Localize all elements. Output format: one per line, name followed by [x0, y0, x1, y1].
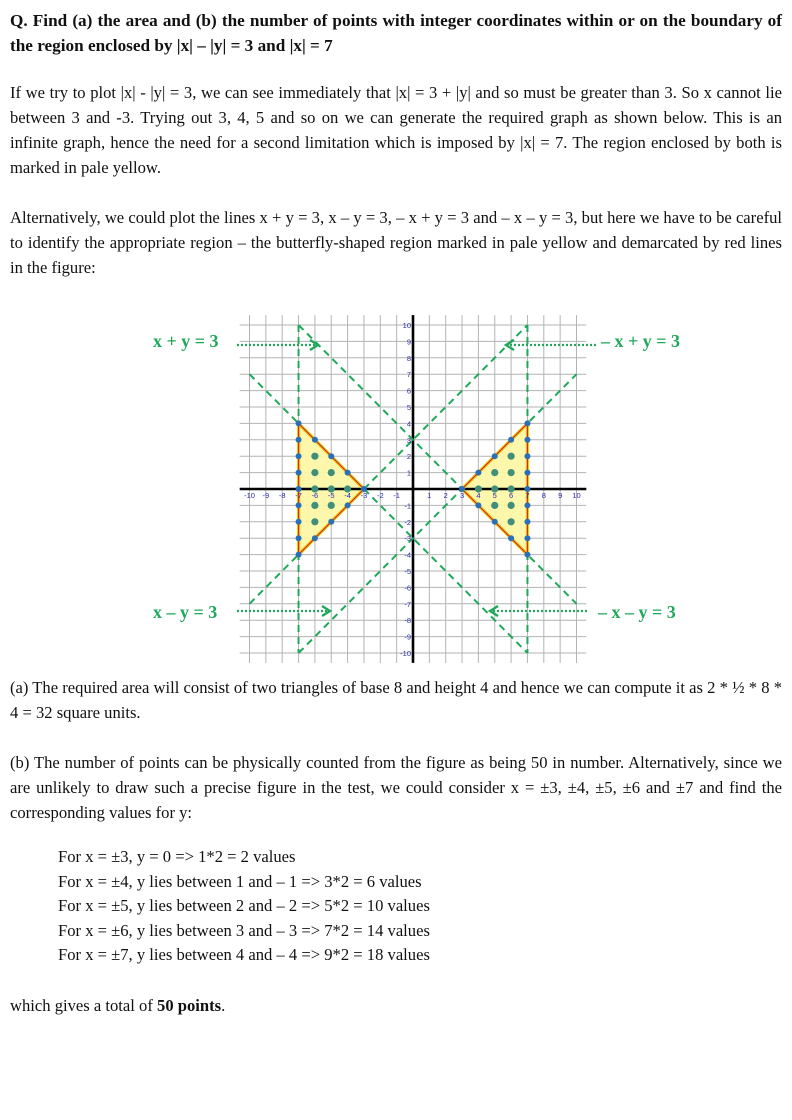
integer-point [508, 502, 515, 509]
y-tick-label: -1 [404, 501, 411, 511]
integer-point [492, 519, 498, 525]
integer-point [508, 437, 514, 443]
label-x-plus-y: x + y = 3 [153, 331, 219, 351]
case-item: For x = ±7, y lies between 4 and – 4 => 9*2 = 18 values [58, 945, 430, 964]
x-tick-label: 9 [558, 491, 563, 500]
y-tick-label: 9 [406, 337, 411, 347]
integer-point [524, 453, 530, 459]
conclusion [10, 993, 225, 1018]
integer-point [508, 535, 514, 541]
integer-point [296, 470, 302, 476]
case-item: For x = ±6, y lies between 3 and – 3 => 7*2 = 14 values [58, 920, 430, 940]
y-tick-label: 2 [406, 452, 411, 462]
conclusion-total: 50 points [157, 996, 222, 1015]
y-tick-label: 6 [406, 386, 411, 396]
y-tick-label: 3 [406, 435, 411, 445]
paragraph-area-answer: (a) The required area will consist of two triangles of base 8 and height 4 and hence we can compute it as 2 * ½ * 8 * 4 = 32 square units. [10, 678, 782, 722]
y-tick-label: -3 [404, 534, 411, 544]
y-tick-label: 1 [406, 468, 411, 478]
integer-point [524, 470, 530, 476]
paragraph-points-answer: (b) The number of points can be physically counted from the figure as being 50 in number. Alternatively, since we are unlikely to draw such a precise figure in the test, we could consider x = ±3, ±4, ±5, ±6 and ±7 and find the corresponding values for y: [10, 753, 782, 822]
y-tick-label: -7 [404, 599, 411, 609]
y-tick-label: -10 [400, 649, 411, 658]
integer-point [491, 469, 498, 476]
x-tick-label: 6 [509, 491, 514, 500]
x-tick-label: 2 [443, 491, 448, 500]
integer-point [328, 519, 334, 525]
question-heading: Q. Find (a) the area and (b) the number of points with integer coordinates within or on the boundary of the region enclosed by |x| – |y| = 3 and |x| = 7 [10, 11, 782, 55]
integer-point [311, 453, 318, 460]
integer-point [328, 469, 335, 476]
label-neg-x-plus-y: – x + y = 3 [601, 331, 681, 351]
y-tick-label: -8 [404, 616, 411, 626]
y-tick-label: 8 [406, 353, 411, 363]
integer-point [475, 502, 481, 508]
x-tick-label: -6 [311, 491, 319, 500]
y-tick-label: 5 [406, 403, 411, 412]
integer-point [508, 518, 515, 525]
case-list [58, 845, 430, 968]
conclusion-prefix: which gives a total of [10, 996, 158, 1015]
integer-point [524, 437, 530, 443]
integer-point [296, 420, 302, 426]
integer-point [508, 453, 515, 460]
integer-point [491, 502, 498, 509]
integer-point [524, 535, 530, 541]
x-tick-label: 5 [492, 491, 497, 500]
integer-point [524, 519, 530, 525]
x-tick-label: 3 [459, 491, 465, 500]
graph-figure [0, 300, 792, 670]
y-tick-label: 10 [402, 321, 411, 330]
x-tick-label: -4 [344, 491, 351, 500]
integer-point [475, 470, 481, 476]
x-tick-label: -2 [376, 491, 384, 500]
integer-point [524, 420, 530, 426]
x-tick-label: -5 [327, 491, 335, 500]
case-item: For x = ±3, y = 0 => 1*2 = 2 values [58, 847, 296, 866]
conclusion-suffix: . [221, 996, 226, 1015]
integer-point [296, 519, 302, 525]
y-tick-label: 4 [406, 419, 411, 429]
x-tick-label: -7 [295, 491, 302, 500]
integer-point [296, 552, 302, 558]
x-tick-label: 8 [541, 491, 546, 500]
y-tick-label: 7 [406, 370, 411, 380]
integer-point [311, 518, 318, 525]
integer-point [296, 453, 302, 459]
paragraph-alternative-lines: Alternatively, we could plot the lines x + y = 3, x – y = 3, – x + y = 3 and – x – y = 3, but here we have to be careful to identify the appropriate region – the butterfly-shaped region marked in pale yellow and demarcated by red lines in the figure: [10, 208, 782, 277]
y-tick-label: -9 [404, 632, 411, 642]
x-tick-label: -9 [262, 491, 270, 500]
x-tick-label: -1 [393, 491, 400, 500]
integer-point [296, 502, 302, 508]
integer-point [508, 469, 515, 476]
integer-point [311, 502, 318, 509]
x-tick-label: 4 [476, 491, 481, 500]
integer-point [328, 453, 334, 459]
integer-point [296, 535, 302, 541]
y-tick-label: -6 [404, 583, 411, 593]
integer-point [328, 502, 335, 509]
integer-point [312, 535, 318, 541]
paragraph-graph-explanation: If we try to plot |x| - |y| = 3, we can see immediately that |x| = 3 + |y| and so must be greater than 3. So x cannot lie between 3 and -3. Trying out 3, 4, 5 and so on we can generate the required graph as shown below. This is an infinite graph, hence the need for a second limitation which is imposed by |x| = 7. The region enclosed by both is marked in pale yellow. [10, 83, 782, 177]
integer-point [524, 552, 530, 558]
x-tick-label: 7 [525, 491, 530, 500]
case-item: For x = ±5, y lies between 2 and – 2 => 5*2 = 10 values [58, 896, 430, 915]
y-tick-label: -5 [404, 567, 411, 576]
integer-point [345, 470, 351, 476]
x-tick-label: -10 [244, 491, 255, 500]
integer-point [296, 437, 302, 443]
case-item: For x = ±4, y lies between 1 and – 1 => 3*2 = 6 values [58, 871, 422, 891]
label-x-minus-y: x – y = 3 [153, 602, 218, 622]
integer-point [524, 502, 530, 508]
y-tick-label: -2 [404, 517, 411, 527]
x-tick-label: 10 [572, 491, 581, 500]
label-arrows [237, 340, 596, 616]
x-tick-label: -8 [278, 491, 286, 500]
integer-point [312, 437, 318, 443]
label-neg-x-minus-y: – x – y = 3 [598, 602, 676, 622]
y-tick-label: -4 [404, 550, 411, 560]
x-tick-label: -3 [360, 491, 368, 500]
integer-point [492, 453, 498, 459]
x-tick-label: 1 [427, 491, 432, 500]
integer-point [311, 469, 318, 476]
integer-point [345, 502, 351, 508]
